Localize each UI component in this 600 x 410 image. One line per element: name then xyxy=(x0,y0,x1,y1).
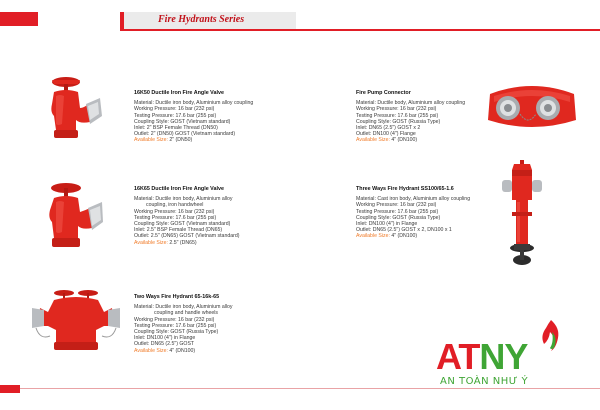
product-fire-pump-connector xyxy=(356,90,465,144)
product-16k50 xyxy=(134,90,253,144)
angle-valve-dn50-image xyxy=(40,68,102,148)
spec-line: Working Pressure: 16 bar (232 psi) xyxy=(134,106,215,113)
available-size xyxy=(356,137,465,143)
logo-wordmark-a: AT xyxy=(436,336,480,377)
flame-icon xyxy=(538,318,564,352)
spec-line: Working Pressure: 16 bar (232 psi) xyxy=(134,208,215,215)
product-name: 16K65 Ductile Iron Fire Angle Valve xyxy=(134,186,224,192)
spec-line: Material: Ductile iron body, Aluminium alloy coupling xyxy=(134,100,254,107)
spec-line: Testing Pressure: 17.6 bar (255 psi) xyxy=(134,112,217,119)
header-stripe xyxy=(120,12,124,29)
available-size-value: 2.5" (DN65) xyxy=(167,239,197,246)
angle-valve-dn65-image xyxy=(40,178,104,254)
spec-line: Inlet: DN100 (4") in Flange xyxy=(356,221,418,228)
spec-line: Testing Pressure: 17.6 bar (255 psi) xyxy=(356,208,439,215)
spec-line: Working Pressure: 16 bar (232 psi) xyxy=(356,202,437,209)
spec-line: Material: Ductile iron body, Aluminium alloy xyxy=(134,304,233,311)
page-title: Fire Hydrants Series xyxy=(158,14,245,25)
product-name: Three Ways Fire Hydrant SS100/65-1.6 xyxy=(356,186,454,192)
spec-line: Coupling Style: GOST (Vietnam standard) xyxy=(134,221,231,228)
spec-line: Testing Pressure: 17.6 bar (255 psi) xyxy=(356,112,439,119)
available-size-label: Available Size: xyxy=(134,137,168,144)
atny-logo xyxy=(436,318,586,390)
spec-line: Material: Cast iron body, Aluminium alloy coupling xyxy=(356,196,471,203)
spec-line: Coupling Style: GOST (Vietnam standard) xyxy=(134,118,231,125)
available-size-value: 2" (DN50) xyxy=(167,137,193,144)
product-three-ways-hydrant xyxy=(356,186,470,240)
fire-pump-connector-image xyxy=(484,80,580,132)
spec-line: coupling, iron handwheel xyxy=(146,202,204,209)
logo-wordmark xyxy=(436,336,527,378)
spec-line: Material: Ductile iron body, Aluminium alloy xyxy=(134,196,233,203)
spec-line: Inlet: 2.5" BSP Female Thread (DN65) xyxy=(134,227,223,234)
footer-rule xyxy=(20,388,600,389)
spec-line: Testing Pressure: 17.6 bar (255 psi) xyxy=(134,322,217,329)
spec-line: Outlet: 2" (DN50) GOST (Vietnam standard) xyxy=(134,131,236,138)
footer-accent-block xyxy=(0,385,20,393)
available-size-label: Available Size: xyxy=(134,347,168,354)
spec-line: Inlet: DN100 (4") in Flange xyxy=(134,335,196,342)
available-size xyxy=(356,233,470,239)
spec-line: Outlet: DN100 (4") Flange xyxy=(356,131,416,138)
spec-line: Coupling Style: GOST (Russia Type) xyxy=(356,214,441,221)
spec-line: Working Pressure: 16 bar (232 psi) xyxy=(356,106,437,113)
spec-line: Outlet: 2.5" (DN65) GOST (Vietnam standard) xyxy=(134,233,240,240)
available-size-label: Available Size: xyxy=(356,233,390,240)
product-name: 16K50 Ductile Iron Fire Angle Valve xyxy=(134,90,224,96)
spec-line: Inlet: 2" BSP Female Thread (DN50) xyxy=(134,125,218,132)
available-size xyxy=(134,137,253,143)
available-size-value: 4" (DN100) xyxy=(389,137,418,144)
spec-line: coupling and handle wheels xyxy=(154,310,219,317)
spec-line: Material: Ductile body, Aluminium alloy coupling xyxy=(356,100,466,107)
header-rule xyxy=(120,29,600,31)
available-size-label: Available Size: xyxy=(356,137,390,144)
two-way-hydrant-image xyxy=(30,286,122,356)
spec-line: Testing Pressure: 17.6 bar (255 psi) xyxy=(134,214,217,221)
available-size-value: 4" (DN100) xyxy=(167,347,196,354)
available-size xyxy=(134,348,233,354)
spec-line: Outlet: DN65 (2.5") GOST xyxy=(134,341,195,348)
logo-wordmark-b: NY xyxy=(479,336,528,377)
product-name: Fire Pump Connector xyxy=(356,90,411,96)
available-size xyxy=(134,240,239,246)
product-16k65 xyxy=(134,186,239,246)
spec-line: Working Pressure: 16 bar (232 psi) xyxy=(134,316,215,323)
product-name: Two Ways Fire Hydrant 65-16k-65 xyxy=(134,294,220,300)
available-size-value: 4" (DN100) xyxy=(389,233,418,240)
spec-line: Outlet: DN65 (2.5") GOST x 2, DN100 x 1 xyxy=(356,227,452,234)
product-two-ways-hydrant xyxy=(134,294,233,354)
available-size-label: Available Size: xyxy=(134,239,168,246)
logo-tagline: AN TOÀN NHƯ Ý xyxy=(440,376,529,387)
spec-line: Coupling Style: GOST (Russia Type) xyxy=(134,329,219,336)
spec-line: Inlet: DN65 (2.5") GOST x 2 xyxy=(356,125,421,132)
three-way-hydrant-image xyxy=(500,160,544,268)
spec-line: Coupling Style: GOST (Russia Type) xyxy=(356,118,441,125)
header-accent-block xyxy=(0,12,38,26)
